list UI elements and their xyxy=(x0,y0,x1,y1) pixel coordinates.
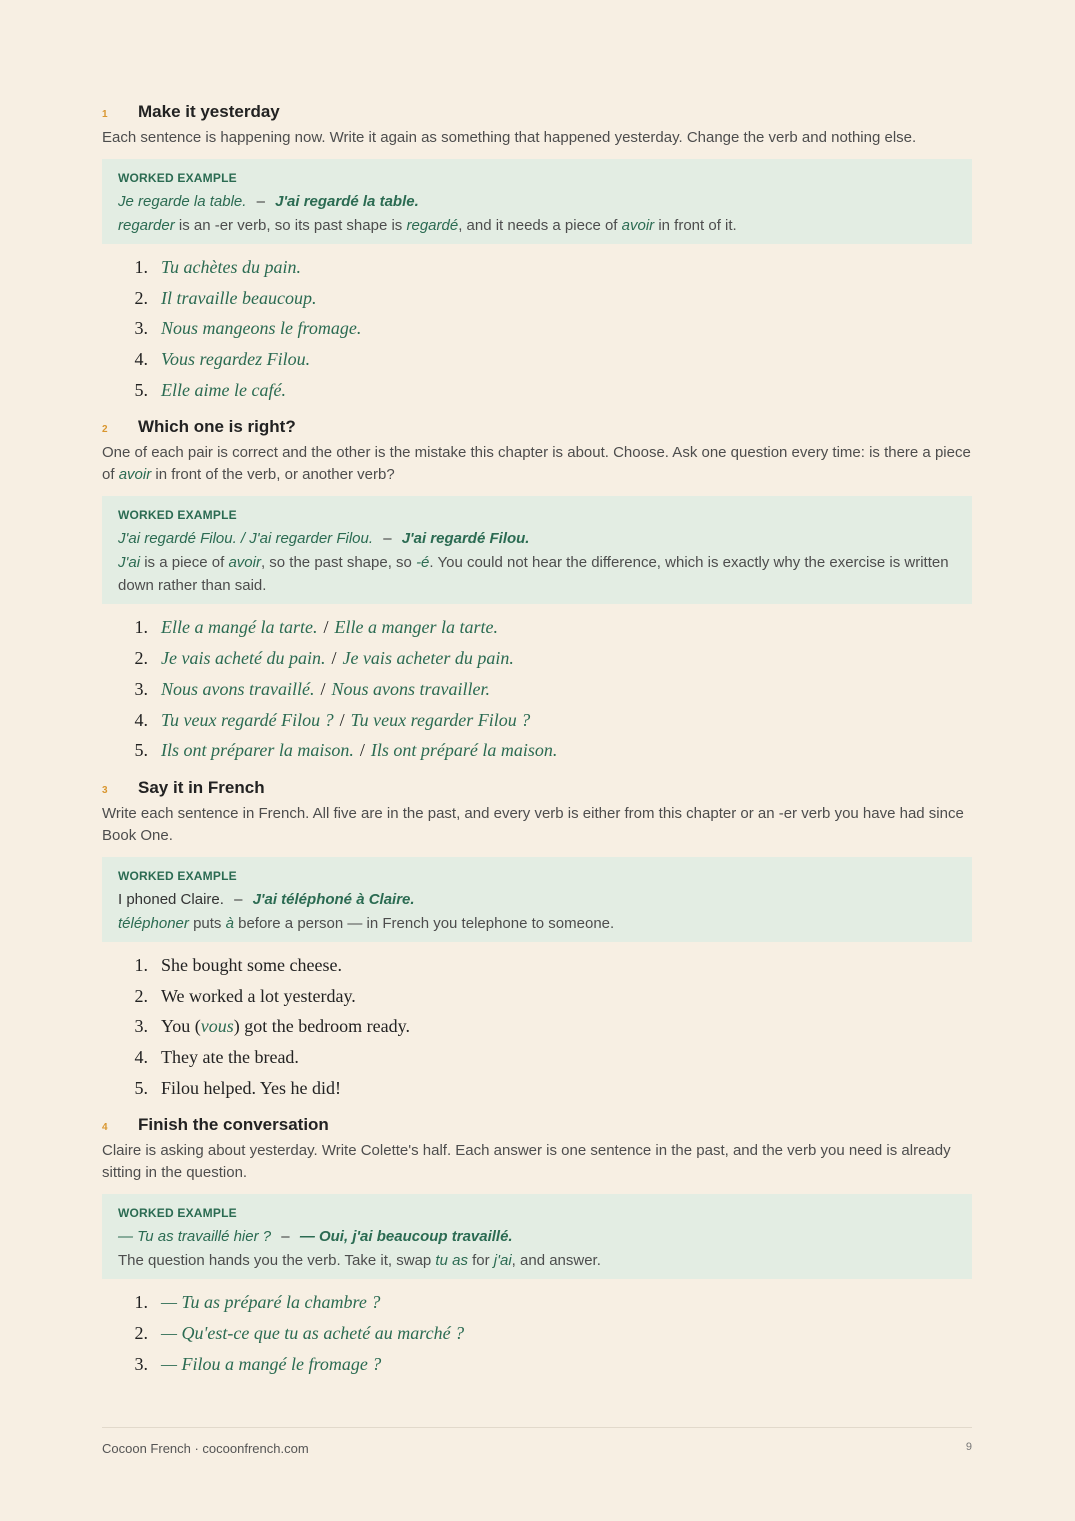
item-sentence xyxy=(161,1011,410,1042)
option-b: Ils ont préparé la maison. xyxy=(370,740,558,761)
list-item xyxy=(102,612,972,643)
option-separator: / xyxy=(339,709,345,730)
worked-example-explanation xyxy=(118,214,956,237)
option-a: Je vais acheté du pain. xyxy=(161,648,326,669)
list-item xyxy=(102,252,972,283)
worked-example-prompt: — Tu as travaillé hier ? xyxy=(118,1228,272,1246)
expl-text: . You could not hear the difference, which is exactly why the exercise is written down rather than said. xyxy=(118,554,949,595)
exercise-instruction: Claire is asking about yesterday. Write Colette's half. Each answer is one sentence in the past, and the verb you need is already sitting in the question. xyxy=(102,1142,951,1182)
item-sentence: She bought some cheese. xyxy=(161,954,342,975)
worked-example-answer: J'ai téléphoné à Claire. xyxy=(252,890,415,908)
item-number: 1. xyxy=(134,617,148,638)
item-number: 2. xyxy=(134,648,148,669)
footer-site: Cocoon French · cocoonfrench.com xyxy=(102,1441,309,1456)
worked-example-explanation xyxy=(118,551,956,597)
worked-example-line xyxy=(118,190,956,213)
worked-example-prompt: I phoned Claire. xyxy=(118,890,224,908)
exercise-4 xyxy=(102,1115,972,1379)
item-emphasis: vous xyxy=(200,1016,234,1037)
exercise-number: 2 xyxy=(102,424,108,436)
exercise-header xyxy=(102,1115,972,1139)
exercise-items xyxy=(102,252,972,405)
item-text: ) got the bedroom ready. xyxy=(233,1016,410,1037)
worked-example-box xyxy=(102,1194,972,1279)
exercise-title: Finish the conversation xyxy=(138,1115,329,1135)
list-item xyxy=(102,1349,972,1380)
expl-text: is an -er verb, so its past shape is xyxy=(174,217,407,234)
worked-example-line xyxy=(118,527,956,550)
worked-example-label: WORKED EXAMPLE xyxy=(118,171,237,185)
worked-example-label: WORKED EXAMPLE xyxy=(118,508,237,523)
list-item xyxy=(102,643,972,674)
list-item xyxy=(102,375,972,406)
option-a: Tu veux regardé Filou ? xyxy=(161,709,334,730)
page-number: 9 xyxy=(965,1441,972,1453)
item-number: 3. xyxy=(134,678,148,699)
worked-example-prompt: J'ai regardé Filou. / J'ai regarder Filou. xyxy=(118,530,374,548)
expl-term: j'ai xyxy=(493,1252,512,1270)
item-number: 1. xyxy=(134,1292,148,1313)
exercise-number: 1 xyxy=(102,109,108,120)
item-number: 4. xyxy=(134,1046,148,1067)
exercise-instruction: Write each sentence in French. All five are in the past, and every verb is either from this chapter or an -er verb you have had since Book One. xyxy=(102,804,964,844)
worked-example-box xyxy=(102,159,972,244)
expl-term: avoir xyxy=(228,554,261,572)
worked-example-dash: – xyxy=(234,890,243,908)
item-number: 2. xyxy=(134,287,148,308)
worked-example-line xyxy=(118,1225,956,1248)
worked-example-explanation xyxy=(118,912,956,935)
exercise-instruction: Each sentence is happening now. Write it again as something that happened yesterday. Change the verb and nothing else. xyxy=(102,129,917,146)
exercise-items xyxy=(102,1287,972,1379)
expl-text: puts xyxy=(188,914,226,932)
instr-text: One of each pair is correct and the other is the mistake this chapter is about. Choose. Ask one question every time: is there a piece of xyxy=(102,444,971,484)
expl-text: is a piece of xyxy=(140,554,229,572)
worked-example-prompt: Je regarde la table. xyxy=(118,193,247,210)
option-a: Elle a mangé la tarte. xyxy=(161,617,318,638)
expl-text: , so the past shape, so xyxy=(260,554,417,572)
expl-term: tu as xyxy=(435,1252,468,1270)
list-item xyxy=(102,1318,972,1349)
worked-example-dash: – xyxy=(383,530,392,548)
worksheet-page xyxy=(102,102,972,1391)
option-b: Tu veux regarder Filou ? xyxy=(350,709,531,730)
item-number: 3. xyxy=(134,318,148,339)
worked-example-explanation xyxy=(118,1249,956,1272)
list-item xyxy=(102,313,972,344)
exercise-2 xyxy=(102,417,972,765)
expl-term: téléphoner xyxy=(118,914,189,932)
exercise-3 xyxy=(102,778,972,1103)
list-item xyxy=(102,1073,972,1104)
exercise-title: Say it in French xyxy=(138,777,265,797)
item-sentence: Vous regardez Filou. xyxy=(161,349,311,370)
expl-term: avoir xyxy=(621,217,655,234)
worked-example-label: WORKED EXAMPLE xyxy=(118,1206,237,1221)
expl-text: for xyxy=(467,1252,494,1270)
instr-text: in front of the verb, or another verb? xyxy=(151,466,395,484)
item-sentence: Tu achètes du pain. xyxy=(161,257,301,277)
item-number: 3. xyxy=(134,1016,148,1037)
exercise-title: Which one is right? xyxy=(138,417,296,437)
list-item xyxy=(102,981,972,1012)
expl-text: before a person — in French you telephone to someone. xyxy=(233,914,615,932)
list-item xyxy=(102,674,972,705)
worked-example-answer: J'ai regardé la table. xyxy=(275,193,419,210)
item-number: 3. xyxy=(134,1353,148,1374)
worked-example-answer: — Oui, j'ai beaucoup travaillé. xyxy=(299,1228,513,1246)
worked-example-answer: J'ai regardé Filou. xyxy=(401,530,530,548)
list-item xyxy=(102,950,972,981)
item-sentence: Il travaille beaucoup. xyxy=(161,287,317,308)
exercise-header xyxy=(102,778,972,802)
expl-text: The question hands you the verb. Take it, swap xyxy=(118,1252,436,1270)
worked-example-dash: – xyxy=(256,193,265,210)
list-item xyxy=(102,1042,972,1073)
item-number: 2. xyxy=(134,1323,148,1343)
exercise-number: 4 xyxy=(102,1122,108,1134)
worked-example-label: WORKED EXAMPLE xyxy=(118,868,237,883)
option-b: Elle a manger la tarte. xyxy=(334,617,498,638)
list-item xyxy=(102,1011,972,1042)
worked-example-dash: – xyxy=(281,1228,290,1246)
item-sentence: Nous mangeons le fromage. xyxy=(161,318,362,339)
list-item xyxy=(102,283,972,314)
page-footer xyxy=(102,1427,972,1456)
instr-term: avoir xyxy=(118,466,152,484)
option-separator: / xyxy=(331,648,337,669)
expl-term: à xyxy=(225,914,234,932)
expl-text: in front of it. xyxy=(654,217,737,234)
item-sentence: Filou helped. Yes he did! xyxy=(161,1077,341,1098)
option-a: Nous avons travaillé. xyxy=(161,678,315,699)
item-number: 5. xyxy=(134,379,148,400)
worked-example-box xyxy=(102,496,972,604)
expl-term: -é xyxy=(416,554,430,572)
item-number: 1. xyxy=(134,257,148,277)
list-item xyxy=(102,344,972,375)
option-separator: / xyxy=(359,740,365,761)
worked-example-line xyxy=(118,888,956,911)
item-number: 4. xyxy=(134,349,148,370)
exercise-title: Make it yesterday xyxy=(138,102,280,121)
option-separator: / xyxy=(323,617,329,638)
exercise-1 xyxy=(102,102,972,405)
exercise-header xyxy=(102,102,972,126)
item-number: 5. xyxy=(134,740,148,761)
item-sentence: They ate the bread. xyxy=(161,1046,299,1067)
option-b: Je vais acheter du pain. xyxy=(342,648,514,669)
expl-text: , and it needs a piece of xyxy=(458,217,622,234)
expl-term: regardé xyxy=(406,217,459,234)
item-sentence: — Qu'est-ce que tu as acheté au marché ? xyxy=(161,1323,465,1343)
option-b: Nous avons travailler. xyxy=(331,678,491,699)
expl-term: J'ai xyxy=(118,554,141,572)
item-number: 1. xyxy=(134,954,148,975)
list-item xyxy=(102,1287,972,1318)
exercise-header xyxy=(102,417,972,441)
item-sentence: Elle aime le café. xyxy=(161,379,286,400)
item-number: 5. xyxy=(134,1077,148,1098)
item-number: 2. xyxy=(134,985,148,1006)
option-a: Ils ont préparer la maison. xyxy=(161,740,354,761)
list-item xyxy=(102,705,972,736)
exercise-instruction xyxy=(102,442,972,486)
item-number: 4. xyxy=(134,709,148,730)
list-item xyxy=(102,735,972,766)
item-sentence: — Filou a mangé le fromage ? xyxy=(161,1353,382,1374)
exercise-items xyxy=(102,950,972,1103)
expl-text: , and answer. xyxy=(511,1252,601,1270)
worked-example-box xyxy=(102,857,972,942)
item-sentence: We worked a lot yesterday. xyxy=(161,985,356,1006)
item-text: You ( xyxy=(161,1016,201,1037)
expl-term: regarder xyxy=(118,217,175,234)
item-sentence: — Tu as préparé la chambre ? xyxy=(161,1292,381,1313)
exercise-items xyxy=(102,612,972,765)
option-separator: / xyxy=(320,678,326,699)
exercise-number: 3 xyxy=(102,784,108,796)
